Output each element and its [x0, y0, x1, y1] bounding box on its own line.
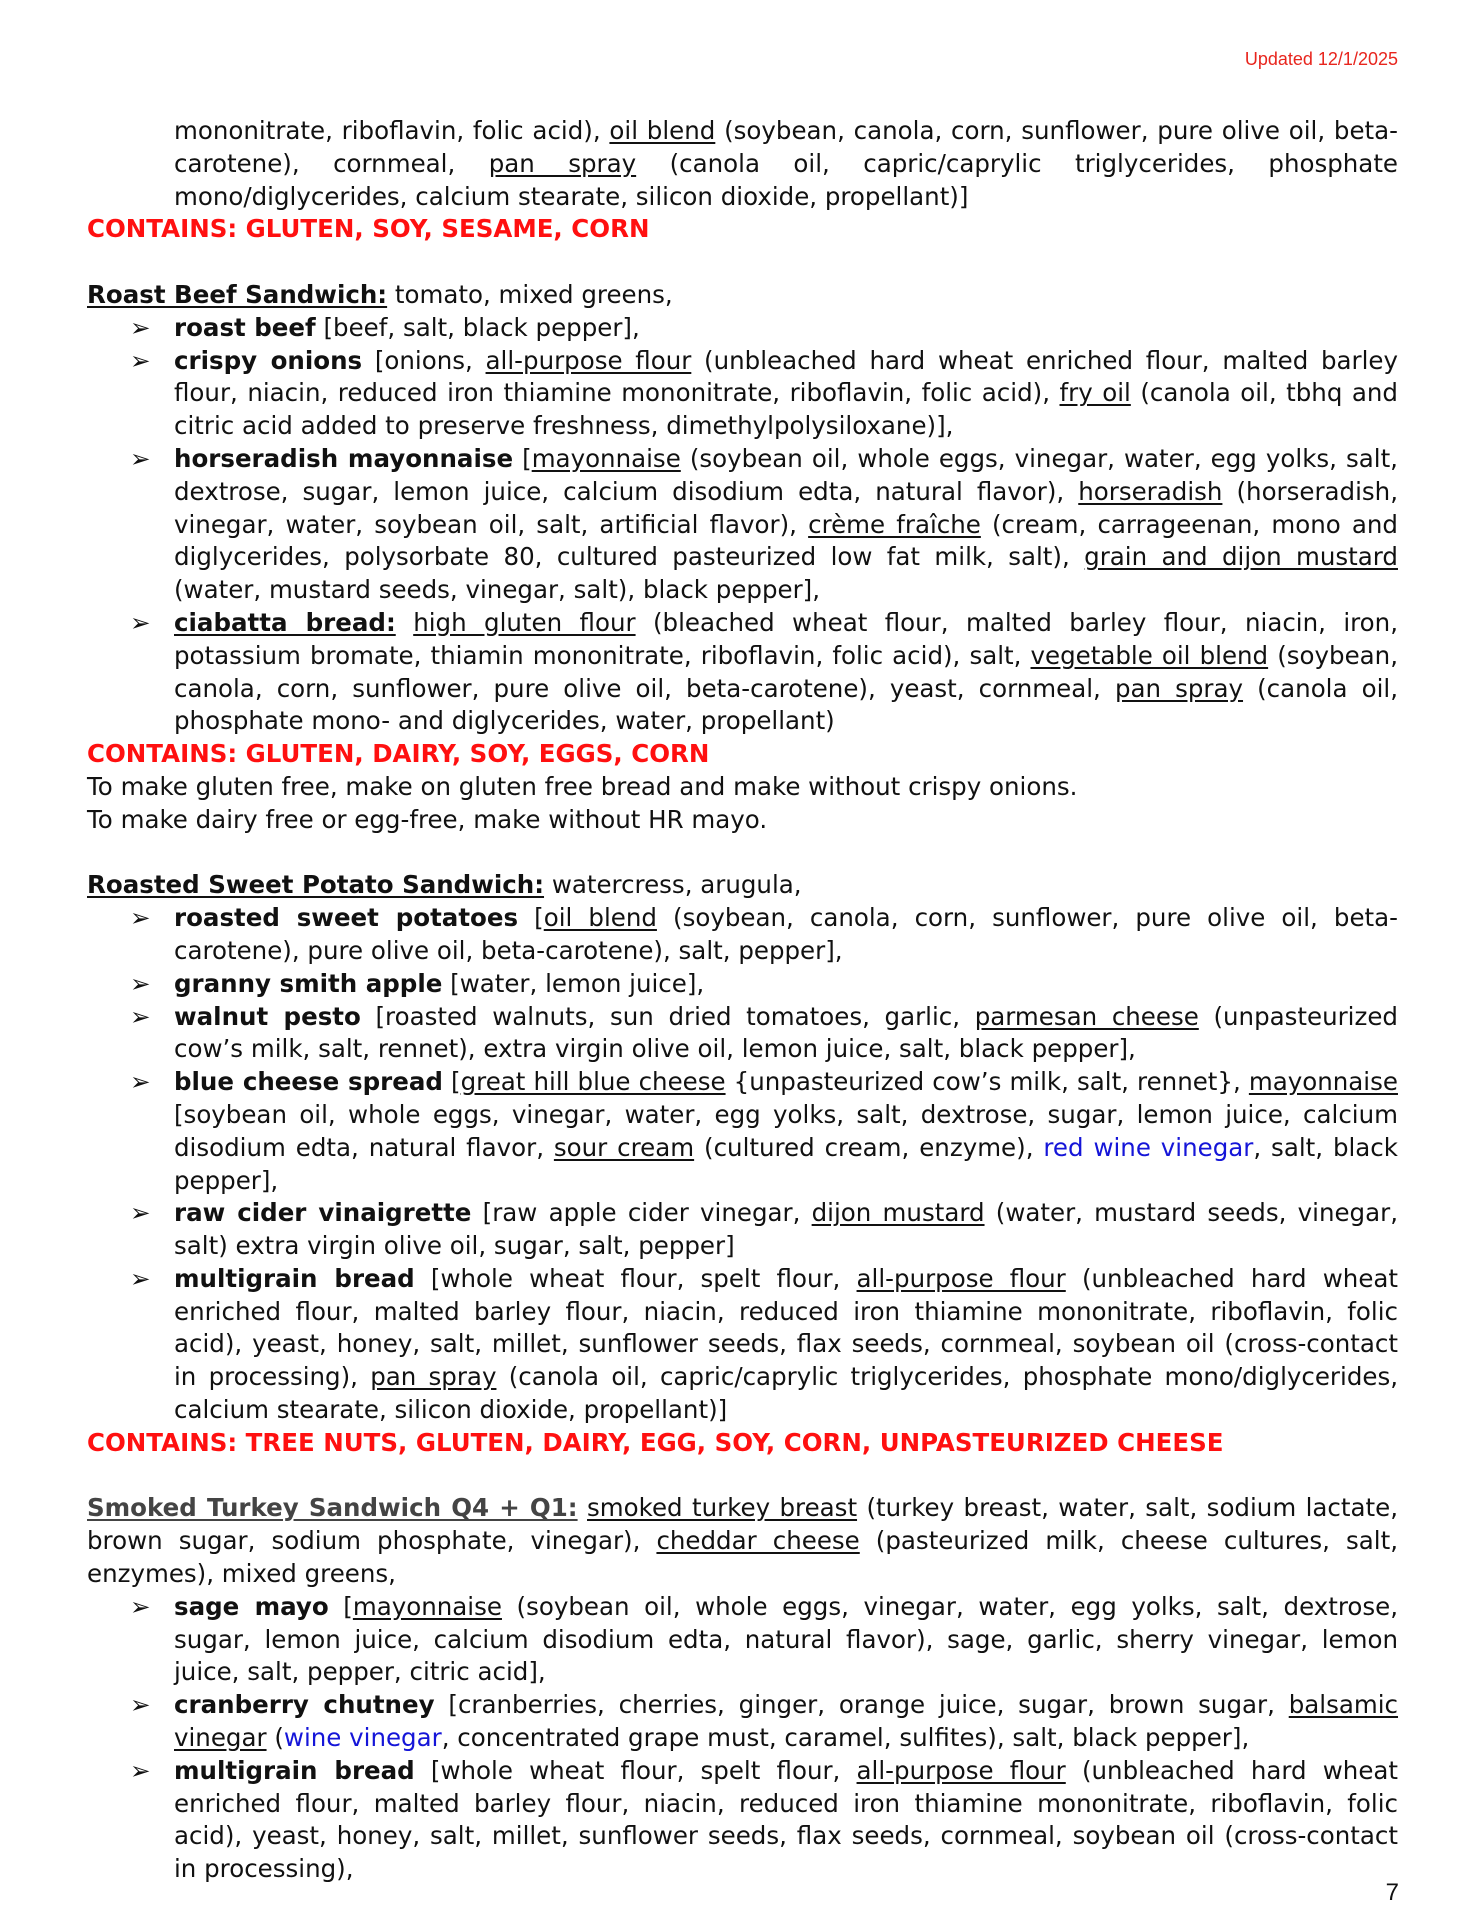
arrow-bullet-icon: ➢: [130, 443, 151, 473]
ingredient-link: vegetable oil blend: [1030, 640, 1269, 670]
item-title: Smoked Turkey Sandwich Q4 + Q1:: [87, 1493, 578, 1523]
list-item: [87, 1755, 1398, 1886]
list-item: [87, 345, 1398, 443]
roast-beef-heading: [87, 279, 1398, 312]
list-item: [87, 443, 1398, 607]
ingredient-link: crème fraîche: [808, 509, 981, 539]
arrow-bullet-icon: ➢: [130, 968, 151, 998]
text: (: [266, 1723, 284, 1753]
text: (soybean oil, whole eggs, vinegar, water, egg yolks, salt, dextrose, sugar, lemon juice, calcium disodium edta, natural flavor), sage, garlic, sherry vinegar, lemon juice, salt, pepper, citric acid],: [174, 1591, 1398, 1687]
turkey-heading: [87, 1492, 1398, 1590]
list-item: [87, 1197, 1398, 1263]
text: [whole wheat flour, spelt flour,: [414, 1755, 857, 1785]
ingredient-link: high gluten flour: [413, 607, 636, 637]
component-name: roast beef: [174, 312, 316, 342]
ingredient-link: oil blend: [543, 903, 657, 933]
text: watercress, arugula,: [544, 870, 802, 900]
text: [whole wheat flour, spelt flour,: [414, 1263, 857, 1293]
allergen-statement: CONTAINS: TREE NUTS, GLUTEN, DAIRY, EGG, SOY, CORN, UNPASTEURIZED CHEESE: [87, 1427, 1224, 1457]
text: (pasteurized milk, cheese cultures, salt, enzymes), mixed greens,: [87, 1526, 1399, 1589]
text: (soybean, canola, corn, sunflower, pure olive oil, beta-carotene), pure olive oil, beta-carotene), salt, pepper],: [174, 903, 1398, 965]
text: (canola oil, capric/caprylic triglycerides, phosphate mono/diglycerides, calcium stearate, silicon dioxide, propellant)]: [174, 148, 1398, 211]
ingredient-link: mayonnaise: [352, 1591, 502, 1621]
arrow-bullet-icon: ➢: [130, 1591, 151, 1621]
ingredient-link: pan spray: [1114, 673, 1244, 703]
text: , concentrated grape must, caramel, sulfites), salt, black pepper],: [441, 1723, 1250, 1753]
arrow-bullet-icon: ➢: [130, 1001, 151, 1031]
ingredient-link: pan spray: [370, 1362, 497, 1392]
text: [: [518, 903, 544, 933]
text: (canola oil, tbhq and citric acid added to preserve freshness, dimethylpolysiloxane)],: [174, 378, 1398, 441]
component-name: granny smith apple: [174, 968, 443, 998]
ingredient-link: all-purpose flour: [856, 1755, 1066, 1785]
page-number: 7: [1385, 1879, 1399, 1906]
ingredient-link: cheddar cheese: [656, 1526, 860, 1556]
arrow-bullet-icon: ➢: [130, 345, 151, 375]
ingredient-link: horseradish: [1078, 476, 1223, 506]
text: (bleached wheat flour, malted barley flour, niacin, iron, potassium bromate, thiamin mononitrate, riboflavin, folic acid), salt,: [174, 607, 1398, 670]
text: (cream, carrageenan, mono and diglycerides, polysorbate 80, cultured pasteurized low fat milk, salt),: [174, 509, 1398, 572]
ingredient-link: pan spray: [488, 148, 637, 178]
component-name: sage mayo: [174, 1591, 329, 1621]
text: [soybean oil, whole eggs, vinegar, water, egg yolks, salt, dextrose, sugar, lemon juice, calcium disodium edta, natural flavor,: [174, 1099, 1398, 1162]
ingredient-link: oil blend: [609, 116, 716, 145]
list-item: [87, 1689, 1398, 1755]
text: mononitrate, riboflavin, folic acid),: [174, 116, 610, 145]
highlighted-ingredient: red wine vinegar: [1043, 1132, 1254, 1162]
ingredient-link: sour cream: [553, 1132, 695, 1162]
component-name: cranberry chutney: [174, 1690, 435, 1720]
text: (soybean, canola, corn, sunflower, pure olive oil, beta-carotene), cornmeal,: [174, 116, 1398, 178]
allergen-statement: CONTAINS: GLUTEN, SOY, SESAME, CORN: [87, 214, 650, 244]
text: (soybean oil, whole eggs, vinegar, water, egg yolks, salt, dextrose, sugar, lemon juice, calcium disodium edta, natural flavor),: [174, 443, 1398, 506]
arrow-bullet-icon: ➢: [130, 903, 151, 933]
list-item: [87, 968, 1398, 1001]
text: (canola oil, phosphate mono- and diglycerides, water, propellant): [174, 673, 1398, 736]
ingredient-link: great hill blue cheese: [460, 1067, 726, 1097]
list-item: [87, 1066, 1398, 1197]
item-title: Roast Beef Sandwich:: [87, 279, 388, 309]
allergen-statement: CONTAINS: GLUTEN, DAIRY, SOY, EGGS, CORN: [87, 739, 710, 769]
ingredient-link: balsamic vinegar: [174, 1690, 1399, 1753]
text: [roasted walnuts, sun dried tomatoes, garlic,: [360, 1001, 975, 1031]
note: To make gluten free, make on gluten free bread and make without crispy onions.: [87, 771, 1078, 801]
text: (unpasteurized cow’s milk, salt, rennet), extra virgin olive oil, lemon juice, salt, black pepper],: [174, 1001, 1398, 1064]
ingredient-link: mayonnaise: [531, 443, 681, 473]
ingredient-link: fry oil: [1059, 378, 1131, 408]
text: tomato, mixed greens,: [387, 279, 673, 309]
component-name: multigrain bread: [174, 1263, 415, 1293]
text: [: [328, 1591, 353, 1621]
text: (water, mustard seeds, vinegar, salt) extra virgin olive oil, sugar, salt, pepper]: [174, 1198, 1398, 1261]
text: (water, mustard seeds, vinegar, salt), black pepper],: [174, 575, 820, 605]
arrow-bullet-icon: ➢: [130, 312, 151, 342]
text: [raw apple cider vinegar,: [471, 1198, 812, 1228]
list-item: [87, 1263, 1398, 1427]
text: (canola oil, capric/caprylic triglycerides, phosphate mono/diglycerides, calcium stearate, silicon dioxide, propellant)]: [174, 1362, 1398, 1425]
ingredient-link: smoked turkey breast: [587, 1493, 858, 1523]
arrow-bullet-icon: ➢: [130, 1690, 151, 1720]
text: (unbleached hard wheat enriched flour, malted barley flour, niacin, reduced iron thiamine mononitrate, riboflavin, folic acid),: [174, 345, 1399, 408]
text: (unbleached hard wheat enriched flour, malted barley flour, niacin, reduced iron thiamine mononitrate, riboflavin, folic acid), yeast, honey, salt, millet, sunflower seeds, flax seeds, cornmeal, soybean oil (cross-contact in processing),: [174, 1263, 1399, 1392]
text: (horseradish, vinegar, water, soybean oil, salt, artificial flavor),: [174, 476, 1398, 539]
text: , salt, black pepper],: [174, 1132, 1398, 1195]
text: {unpasteurized cow’s milk, salt, rennet},: [725, 1067, 1249, 1097]
item-title: Roasted Sweet Potato Sandwich:: [87, 870, 545, 900]
component-name: ciabatta bread:: [174, 607, 396, 637]
text: [beef, salt, black pepper],: [315, 312, 640, 342]
component-name: crispy onions: [174, 345, 363, 375]
list-item: [87, 607, 1398, 738]
text: (turkey breast, water, salt, sodium lactate, brown sugar, sodium phosphate, vinegar),: [87, 1493, 1398, 1556]
list-item: [87, 1591, 1398, 1689]
text: (unbleached hard wheat enriched flour, malted barley flour, niacin, reduced iron thiamine mononitrate, riboflavin, folic acid), yeast, honey, salt, millet, sunflower seeds, flax seeds, cornmeal, soybean oil (cross-contact in processing),: [174, 1755, 1399, 1884]
ingredient-link: all-purpose flour: [485, 345, 692, 375]
arrow-bullet-icon: ➢: [130, 1198, 151, 1228]
text: [: [442, 1067, 461, 1097]
component-name: horseradish mayonnaise: [174, 443, 514, 473]
component-name: roasted sweet potatoes: [174, 903, 519, 933]
component-name: walnut pesto: [174, 1001, 361, 1031]
component-name: multigrain bread: [174, 1755, 415, 1785]
text: [water, lemon juice],: [442, 968, 705, 998]
arrow-bullet-icon: ➢: [130, 1067, 151, 1097]
text: [cranberries, cherries, ginger, orange juice, sugar, brown sugar,: [434, 1690, 1289, 1720]
updated-date: Updated 12/1/2025: [1244, 49, 1398, 69]
text: (cultured cream, enzyme),: [694, 1132, 1044, 1162]
ingredient-link: all-purpose flour: [856, 1263, 1066, 1293]
list-item: [87, 902, 1398, 968]
arrow-bullet-icon: ➢: [130, 607, 151, 637]
arrow-bullet-icon: ➢: [130, 1755, 151, 1785]
ingredient-link: mayonnaise: [1248, 1067, 1398, 1097]
list-item: [87, 312, 1398, 345]
document-body: [87, 115, 1398, 1886]
component-name: blue cheese spread: [174, 1067, 443, 1097]
sweet-potato-heading: [87, 869, 1398, 902]
component-name: raw cider vinaigrette: [174, 1198, 472, 1228]
arrow-bullet-icon: ➢: [130, 1263, 151, 1293]
text: [578, 1493, 587, 1522]
text: [: [513, 443, 532, 473]
text: [onions,: [362, 345, 486, 375]
highlighted-ingredient: wine vinegar: [283, 1723, 442, 1753]
ingredient-link: grain and dijon mustard: [1084, 542, 1398, 572]
text: [396, 608, 413, 637]
list-item: [87, 1001, 1398, 1067]
ingredient-link: parmesan cheese: [974, 1001, 1199, 1031]
continued-ingredients: [174, 115, 1398, 213]
note: To make dairy free or egg-free, make without HR mayo.: [87, 804, 768, 834]
text: (soybean, canola, corn, sunflower, pure olive oil, beta-carotene), yeast, cornmeal,: [174, 640, 1398, 703]
ingredient-link: dijon mustard: [811, 1198, 985, 1228]
